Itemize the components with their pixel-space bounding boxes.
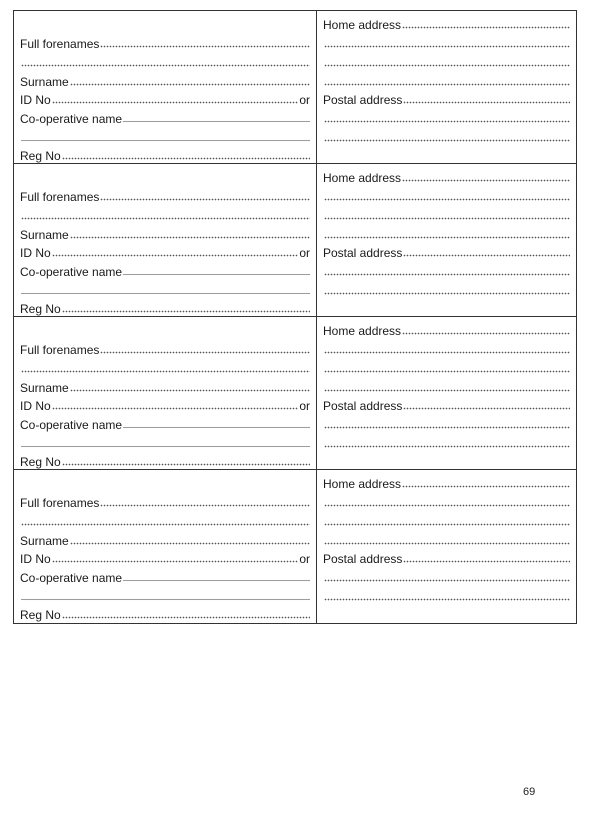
or-label: or: [299, 246, 310, 260]
full-forenames-label: Full forenames: [20, 496, 100, 510]
cooperative-name-continuation-line[interactable]: [20, 129, 310, 145]
member-identity-column: [14, 470, 317, 623]
postal-address-label: Postal address: [323, 246, 403, 260]
full-forenames-continuation-line[interactable]: [20, 360, 310, 376]
home-address-label: Home address: [323, 18, 402, 32]
surname-label: Surname: [20, 534, 69, 548]
cooperative-name-field[interactable]: [20, 110, 310, 126]
home-address-line[interactable]: [323, 513, 570, 529]
id-no-field[interactable]: [20, 550, 310, 566]
cooperative-name-continuation-line[interactable]: [20, 435, 310, 451]
home-address-line[interactable]: [323, 532, 570, 548]
postal-address-line[interactable]: [323, 263, 570, 279]
reg-no-label: Reg No: [20, 149, 61, 163]
full-forenames-field[interactable]: [20, 188, 310, 204]
postal-address-line[interactable]: [323, 569, 570, 585]
postal-address-line[interactable]: [323, 282, 570, 298]
page-number: 69: [523, 786, 536, 798]
home-address-line[interactable]: [323, 188, 570, 204]
home-address-line[interactable]: [323, 207, 570, 223]
surname-field[interactable]: [20, 226, 310, 242]
postal-address-field[interactable]: [323, 91, 570, 107]
id-no-field[interactable]: [20, 244, 310, 260]
member-address-column: [317, 11, 576, 163]
reg-no-label: Reg No: [20, 608, 61, 622]
postal-address-field[interactable]: [323, 550, 570, 566]
home-address-line[interactable]: [323, 54, 570, 70]
reg-no-field[interactable]: [20, 453, 310, 469]
cooperative-name-field[interactable]: [20, 416, 310, 432]
full-forenames-label: Full forenames: [20, 190, 100, 204]
full-forenames-field[interactable]: [20, 341, 310, 357]
member-identity-column: [14, 164, 317, 316]
home-address-field[interactable]: [323, 16, 570, 32]
surname-field[interactable]: [20, 379, 310, 395]
full-forenames-label: Full forenames: [20, 343, 100, 357]
cooperative-name-label: Co-operative name: [20, 571, 123, 585]
member-identity-column: [14, 317, 317, 469]
member-entry-1: [14, 11, 576, 164]
member-details-form: [13, 10, 577, 624]
postal-address-field[interactable]: [323, 397, 570, 413]
reg-no-field[interactable]: [20, 606, 310, 622]
home-address-field[interactable]: [323, 169, 570, 185]
member-address-column: [317, 317, 576, 469]
home-address-line[interactable]: [323, 341, 570, 357]
reg-no-label: Reg No: [20, 302, 61, 316]
surname-label: Surname: [20, 381, 69, 395]
or-label: or: [299, 399, 310, 413]
home-address-line[interactable]: [323, 494, 570, 510]
postal-address-line[interactable]: [323, 416, 570, 432]
id-no-label: ID No: [20, 399, 51, 413]
postal-address-label: Postal address: [323, 399, 403, 413]
home-address-label: Home address: [323, 477, 402, 491]
home-address-field[interactable]: [323, 322, 570, 338]
id-no-field[interactable]: [20, 397, 310, 413]
postal-address-field[interactable]: [323, 244, 570, 260]
postal-address-label: Postal address: [323, 552, 403, 566]
or-label: or: [299, 552, 310, 566]
home-address-line[interactable]: [323, 226, 570, 242]
postal-address-label: Postal address: [323, 93, 403, 107]
full-forenames-continuation-line[interactable]: [20, 54, 310, 70]
cooperative-name-label: Co-operative name: [20, 265, 123, 279]
cooperative-name-field[interactable]: [20, 569, 310, 585]
surname-field[interactable]: [20, 532, 310, 548]
full-forenames-label: Full forenames: [20, 37, 100, 51]
or-label: or: [299, 93, 310, 107]
cooperative-name-field[interactable]: [20, 263, 310, 279]
member-identity-column: [14, 11, 317, 163]
id-no-label: ID No: [20, 246, 51, 260]
full-forenames-continuation-line[interactable]: [20, 513, 310, 529]
home-address-line[interactable]: [323, 35, 570, 51]
postal-address-line[interactable]: [323, 129, 570, 145]
full-forenames-field[interactable]: [20, 494, 310, 510]
cooperative-name-continuation-line[interactable]: [20, 282, 310, 298]
postal-address-line[interactable]: [323, 435, 570, 451]
home-address-label: Home address: [323, 324, 402, 338]
postal-address-line[interactable]: [323, 588, 570, 604]
reg-no-field[interactable]: [20, 300, 310, 316]
surname-field[interactable]: [20, 73, 310, 89]
cooperative-name-label: Co-operative name: [20, 112, 123, 126]
id-no-label: ID No: [20, 93, 51, 107]
reg-no-label: Reg No: [20, 455, 61, 469]
reg-no-field[interactable]: [20, 147, 310, 163]
surname-label: Surname: [20, 228, 69, 242]
full-forenames-continuation-line[interactable]: [20, 207, 310, 223]
id-no-field[interactable]: [20, 91, 310, 107]
full-forenames-field[interactable]: [20, 35, 310, 51]
cooperative-name-continuation-line[interactable]: [20, 588, 310, 604]
home-address-label: Home address: [323, 171, 402, 185]
member-entry-3: [14, 317, 576, 470]
surname-label: Surname: [20, 75, 69, 89]
member-entry-4: [14, 470, 576, 623]
postal-address-line[interactable]: [323, 110, 570, 126]
id-no-label: ID No: [20, 552, 51, 566]
home-address-field[interactable]: [323, 475, 570, 491]
home-address-line[interactable]: [323, 360, 570, 376]
member-address-column: [317, 470, 576, 623]
member-entry-2: [14, 164, 576, 317]
home-address-line[interactable]: [323, 379, 570, 395]
home-address-line[interactable]: [323, 73, 570, 89]
cooperative-name-label: Co-operative name: [20, 418, 123, 432]
member-address-column: [317, 164, 576, 316]
